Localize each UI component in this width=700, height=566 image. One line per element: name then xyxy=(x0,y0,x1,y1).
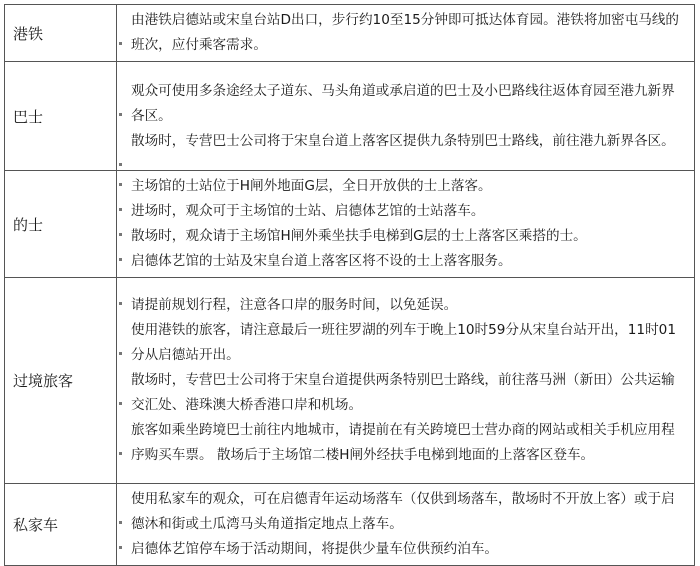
details-cell-private-car xyxy=(117,484,695,566)
item-text: 旅客如乘坐跨境巴士前往内地城市，请提前在有关跨境巴士营办商的网站或相关手机应用程序购买车票。 散场后于主场馆二楼H闸外经扶手电梯到地面的上落客区登车。 xyxy=(131,422,675,463)
bullet-marker xyxy=(119,402,122,405)
bullet-marker xyxy=(119,42,122,45)
item-text: 散场时，观众请于主场馆H闸外乘坐扶手电梯到G层的士上落客区乘搭的士。 xyxy=(131,228,587,244)
list-item xyxy=(125,537,688,562)
table-row-taxi xyxy=(5,171,695,278)
item-text: 使用港铁的旅客，请注意最后一班往罗湖的列车于晚上10时59分从宋皇台站开出，11时01分从启德站开出。 xyxy=(131,322,676,363)
list-item xyxy=(125,368,688,418)
list-item xyxy=(125,129,688,154)
mode-cell-bus: 巴士 xyxy=(5,62,117,171)
bullet-marker xyxy=(119,233,122,236)
table-row-private-car xyxy=(5,484,695,566)
list-item xyxy=(125,8,688,58)
mode-cell-private-car: 私家车 xyxy=(5,484,117,566)
bullet-marker xyxy=(119,183,122,186)
list-item xyxy=(125,174,688,199)
list-item xyxy=(125,249,688,274)
details-cell-cross-boundary xyxy=(117,278,695,484)
item-text: 散场时，专营巴士公司将于宋皇台道上落客区提供九条特别巴士路线，前往港九新界各区。 xyxy=(131,132,675,149)
list-item xyxy=(125,293,688,318)
item-text: 使用私家车的观众，可在启德青年运动场落车（仅供到场落车，散场时不开放上客）或于启德沐和街或土瓜湾马头角道指定地点上落车。 xyxy=(131,491,675,532)
bullet-marker xyxy=(119,163,122,166)
item-text: 由港铁启德站或宋皇台站D出口，步行约10至15分钟即可抵达体育园。港铁将加密屯马线的班次，应付乘客需求。 xyxy=(131,12,680,53)
item-text: 启德体艺馆的士站及宋皇台道上落客区将不设的士上落客服务。 xyxy=(131,253,512,269)
bullet-marker xyxy=(119,352,122,355)
list-item xyxy=(125,487,688,537)
bullet-marker xyxy=(119,521,122,524)
item-text: 主场馆的士站位于H闸外地面G层，全日开放供的士上落客。 xyxy=(131,178,492,194)
bullet-marker xyxy=(119,258,122,261)
item-text: 请提前规划行程，注意各口岸的服务时间，以免延误。 xyxy=(131,297,458,313)
item-text: 散场时，专营巴士公司将于宋皇台道提供两条特别巴士路线，前往落马洲（新田）公共运输交汇处、港珠澳大桥香港口岸和机场。 xyxy=(131,372,675,413)
table-row-mtr xyxy=(5,5,695,62)
bullet-marker xyxy=(119,302,122,305)
list-item xyxy=(125,199,688,224)
bullet-marker xyxy=(119,208,122,211)
bullet-marker xyxy=(119,113,122,116)
mode-cell-taxi: 的士 xyxy=(5,171,117,278)
item-text: 观众可使用多条途经太子道东、马头角道或承启道的巴士及小巴路线往返体育园至港九新界各区。 xyxy=(131,82,675,124)
list-item xyxy=(125,79,688,129)
details-cell-taxi xyxy=(117,171,695,278)
table-row-cross-boundary xyxy=(5,278,695,484)
list-item xyxy=(125,224,688,249)
transport-info-table xyxy=(4,4,695,566)
details-cell-bus xyxy=(117,62,695,171)
bullet-marker xyxy=(119,452,122,455)
list-item xyxy=(125,418,688,468)
bullet-marker xyxy=(119,546,122,549)
details-cell-mtr xyxy=(117,5,695,62)
item-text: 启德体艺馆停车场于活动期间，将提供少量车位供预约泊车。 xyxy=(131,541,499,557)
list-item xyxy=(125,318,688,368)
item-text: 进场时，观众可于主场馆的士站、启德体艺馆的士站落车。 xyxy=(131,203,485,219)
mode-cell-mtr: 港铁 xyxy=(5,5,117,62)
mode-cell-cross-boundary: 过境旅客 xyxy=(5,278,117,484)
table-row-bus xyxy=(5,62,695,171)
